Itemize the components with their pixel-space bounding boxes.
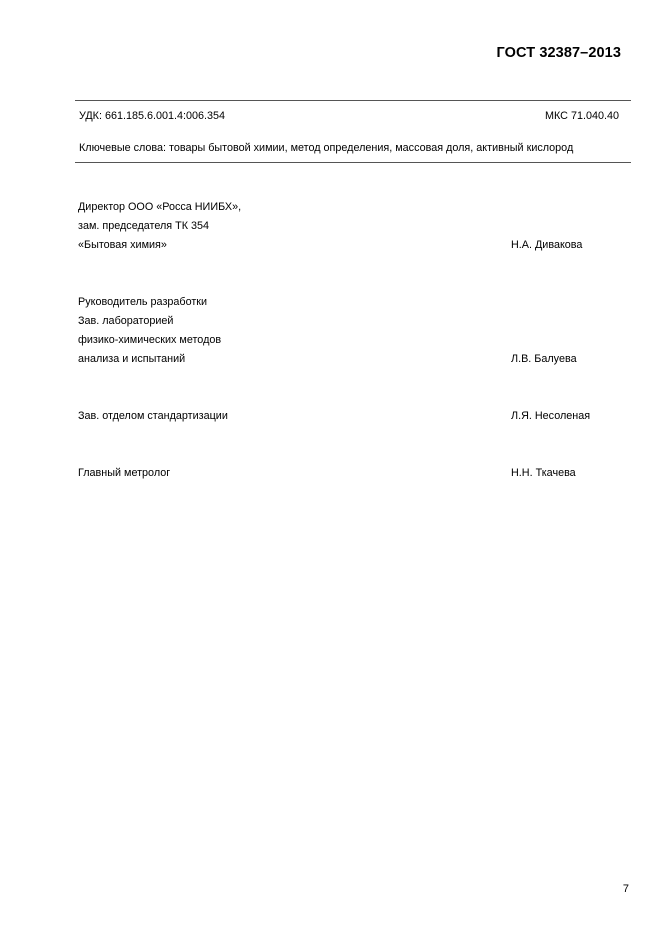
signatory-title-line: Зав. отделом стандартизации	[78, 410, 228, 422]
bottom-divider	[75, 162, 631, 163]
standard-designation: ГОСТ 32387–2013	[496, 45, 621, 61]
top-divider	[75, 100, 631, 101]
signatory-name: Н.А. Дивакова	[511, 239, 583, 251]
signatory-title-line: Главный метролог	[78, 467, 171, 479]
signatory-title-line: физико-химических методов	[78, 334, 222, 346]
udk-code: УДК: 661.185.6.001.4:006.354	[79, 110, 226, 122]
page-number: 7	[622, 883, 629, 895]
signatory-title-line: «Бытовая химия»	[78, 239, 167, 251]
signatory-name: Л.В. Балуева	[511, 353, 577, 365]
keywords-line: Ключевые слова: товары бытовой химии, метод определения, массовая доля, активный кислород	[79, 142, 574, 154]
signatory-name: Л.Я. Несоленая	[511, 410, 591, 422]
signatory-title-line: Зав. лабораторией	[78, 315, 174, 327]
mks-code: МКС 71.040.40	[545, 110, 619, 122]
signatory-title-line: Директор ООО «Росса НИИБХ»,	[78, 201, 242, 213]
signatory-title-line: зам. председателя ТК 354	[78, 220, 210, 232]
signatory-title-line: Руководитель разработки	[78, 296, 208, 308]
signatory-title-line: анализа и испытаний	[78, 353, 186, 365]
signatory-name: Н.Н. Ткачева	[511, 467, 576, 479]
